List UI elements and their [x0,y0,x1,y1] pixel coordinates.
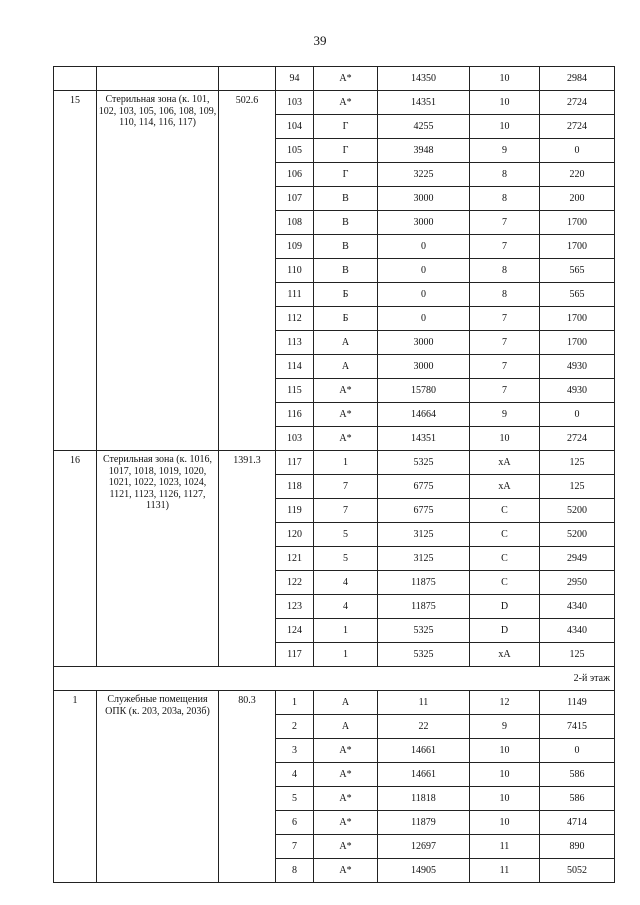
group-area-cell: 80.3 [219,691,276,883]
value-cell: 5325 [378,451,470,475]
value-cell: 5325 [378,619,470,643]
group-number-cell [54,67,97,91]
distance-cell: 7415 [540,715,615,739]
level-cell: 10 [470,763,540,787]
distance-cell: 1700 [540,235,615,259]
point-number-cell: 123 [276,595,314,619]
distance-cell: 1700 [540,211,615,235]
group-description-cell: Стерильная зона (к. 101, 102, 103, 105, 106, 108, 109, 110, 114, 116, 117) [97,91,219,451]
level-cell: 10 [470,427,540,451]
group-number-cell: 15 [54,91,97,451]
point-number-cell: 118 [276,475,314,499]
level-cell: xA [470,451,540,475]
category-cell: А* [314,787,378,811]
value-cell: 11879 [378,811,470,835]
category-cell: 4 [314,595,378,619]
category-cell: В [314,259,378,283]
level-cell: 10 [470,739,540,763]
point-number-cell: 3 [276,739,314,763]
category-cell: А* [314,91,378,115]
table-row [54,67,615,91]
distance-cell: 4714 [540,811,615,835]
category-cell: А [314,715,378,739]
point-number-cell: 116 [276,403,314,427]
group-description-cell: Стерильная зона (к. 1016, 1017, 1018, 1019, 1020, 1021, 1022, 1023, 1024, 1121, 1123, 1126, 1127, 1131) [97,451,219,667]
level-cell: D [470,595,540,619]
distance-cell: 125 [540,451,615,475]
point-number-cell: 112 [276,307,314,331]
value-cell: 11 [378,691,470,715]
group-area-cell: 1391.3 [219,451,276,667]
distance-cell: 220 [540,163,615,187]
category-cell: Г [314,139,378,163]
table-row [54,451,615,475]
distance-cell: 565 [540,283,615,307]
category-cell: А* [314,763,378,787]
level-cell: C [470,571,540,595]
distance-cell: 1149 [540,691,615,715]
value-cell: 5325 [378,643,470,667]
level-cell: D [470,619,540,643]
value-cell: 3000 [378,355,470,379]
point-number-cell: 113 [276,331,314,355]
point-number-cell: 121 [276,547,314,571]
distance-cell: 2724 [540,91,615,115]
point-number-cell: 109 [276,235,314,259]
distance-cell: 4340 [540,595,615,619]
distance-cell: 125 [540,643,615,667]
value-cell: 22 [378,715,470,739]
distance-cell: 125 [540,475,615,499]
level-cell: 10 [470,67,540,91]
point-number-cell: 120 [276,523,314,547]
category-cell: Г [314,115,378,139]
point-number-cell: 111 [276,283,314,307]
value-cell: 3125 [378,547,470,571]
category-cell: 7 [314,475,378,499]
point-number-cell: 1 [276,691,314,715]
level-cell: xA [470,643,540,667]
value-cell: 4255 [378,115,470,139]
level-cell: 10 [470,811,540,835]
value-cell: 6775 [378,475,470,499]
category-cell: 1 [314,619,378,643]
level-cell: 7 [470,235,540,259]
value-cell: 14351 [378,427,470,451]
level-cell: 8 [470,163,540,187]
category-cell: Г [314,163,378,187]
level-cell: C [470,523,540,547]
level-cell: 10 [470,91,540,115]
group-number-cell: 1 [54,691,97,883]
value-cell: 12697 [378,835,470,859]
category-cell: 4 [314,571,378,595]
level-cell: 7 [470,307,540,331]
distance-cell: 1700 [540,307,615,331]
distance-cell: 2984 [540,67,615,91]
value-cell: 14661 [378,763,470,787]
point-number-cell: 94 [276,67,314,91]
category-cell: А [314,691,378,715]
value-cell: 14351 [378,91,470,115]
group-area-cell: 502.6 [219,91,276,451]
level-cell: 7 [470,379,540,403]
category-cell: В [314,187,378,211]
distance-cell: 200 [540,187,615,211]
table-body [54,67,615,883]
category-cell: А* [314,835,378,859]
point-number-cell: 105 [276,139,314,163]
value-cell: 3948 [378,139,470,163]
level-cell: 8 [470,259,540,283]
level-cell: 8 [470,187,540,211]
distance-cell: 5052 [540,859,615,883]
group-description-cell: Служебные помещения ОПК (к. 203, 203а, 203б) [97,691,219,883]
category-cell: В [314,211,378,235]
distance-cell: 2950 [540,571,615,595]
value-cell: 14905 [378,859,470,883]
point-number-cell: 8 [276,859,314,883]
category-cell: А* [314,811,378,835]
level-cell: 9 [470,715,540,739]
category-cell: В [314,235,378,259]
level-cell: 10 [470,787,540,811]
value-cell: 11875 [378,571,470,595]
category-cell: 5 [314,523,378,547]
distance-cell: 2724 [540,115,615,139]
category-cell: А* [314,67,378,91]
level-cell: 7 [470,355,540,379]
value-cell: 3000 [378,187,470,211]
category-cell: А* [314,427,378,451]
value-cell: 3125 [378,523,470,547]
point-number-cell: 117 [276,451,314,475]
value-cell: 0 [378,307,470,331]
coordinates-table [53,66,615,883]
distance-cell: 2949 [540,547,615,571]
category-cell: Б [314,307,378,331]
category-cell: Б [314,283,378,307]
point-number-cell: 106 [276,163,314,187]
group-area-cell [219,67,276,91]
value-cell: 14350 [378,67,470,91]
level-cell: C [470,499,540,523]
distance-cell: 4340 [540,619,615,643]
category-cell: А [314,355,378,379]
distance-cell: 0 [540,739,615,763]
value-cell: 3000 [378,331,470,355]
level-cell: 9 [470,139,540,163]
point-number-cell: 108 [276,211,314,235]
level-cell: 7 [470,331,540,355]
value-cell: 0 [378,283,470,307]
distance-cell: 5200 [540,523,615,547]
value-cell: 11818 [378,787,470,811]
point-number-cell: 115 [276,379,314,403]
point-number-cell: 103 [276,91,314,115]
table-row [54,691,615,715]
point-number-cell: 117 [276,643,314,667]
value-cell: 3225 [378,163,470,187]
value-cell: 15780 [378,379,470,403]
distance-cell: 0 [540,403,615,427]
group-description-cell [97,67,219,91]
group-number-cell: 16 [54,451,97,667]
level-cell: 10 [470,115,540,139]
category-cell: 5 [314,547,378,571]
distance-cell: 2724 [540,427,615,451]
category-cell: А* [314,403,378,427]
value-cell: 14661 [378,739,470,763]
level-cell: xA [470,475,540,499]
level-cell: 11 [470,835,540,859]
level-cell: 8 [470,283,540,307]
point-number-cell: 114 [276,355,314,379]
category-cell: А [314,331,378,355]
level-cell: 7 [470,211,540,235]
level-cell: C [470,547,540,571]
category-cell: 1 [314,643,378,667]
floor-separator-row [54,667,615,691]
distance-cell: 586 [540,763,615,787]
value-cell: 3000 [378,211,470,235]
value-cell: 0 [378,235,470,259]
level-cell: 12 [470,691,540,715]
distance-cell: 4930 [540,379,615,403]
point-number-cell: 110 [276,259,314,283]
point-number-cell: 103 [276,427,314,451]
level-cell: 9 [470,403,540,427]
value-cell: 14664 [378,403,470,427]
distance-cell: 890 [540,835,615,859]
distance-cell: 5200 [540,499,615,523]
distance-cell: 1700 [540,331,615,355]
category-cell: 7 [314,499,378,523]
category-cell: А* [314,739,378,763]
category-cell: А* [314,859,378,883]
point-number-cell: 2 [276,715,314,739]
point-number-cell: 5 [276,787,314,811]
distance-cell: 0 [540,139,615,163]
level-cell: 11 [470,859,540,883]
point-number-cell: 6 [276,811,314,835]
point-number-cell: 4 [276,763,314,787]
distance-cell: 565 [540,259,615,283]
floor-label: 2-й этаж [54,667,615,691]
value-cell: 11875 [378,595,470,619]
category-cell: А* [314,379,378,403]
point-number-cell: 122 [276,571,314,595]
page-number: 39 [313,33,327,48]
point-number-cell: 119 [276,499,314,523]
value-cell: 6775 [378,499,470,523]
point-number-cell: 7 [276,835,314,859]
category-cell: 1 [314,451,378,475]
point-number-cell: 107 [276,187,314,211]
point-number-cell: 124 [276,619,314,643]
value-cell: 0 [378,259,470,283]
distance-cell: 586 [540,787,615,811]
table-row [54,91,615,115]
point-number-cell: 104 [276,115,314,139]
distance-cell: 4930 [540,355,615,379]
